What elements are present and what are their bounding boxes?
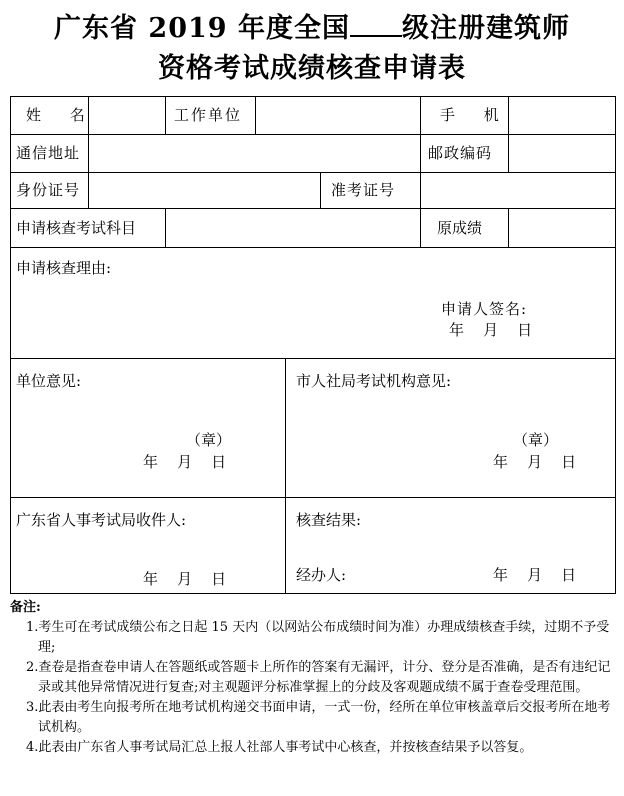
address-field[interactable]: [89, 135, 420, 172]
title-suffix: 级注册建筑师: [401, 13, 570, 44]
work-unit-label: 工作单位: [174, 106, 243, 124]
city-opinion-label: 市人社局考试机构意见:: [296, 372, 452, 390]
page-title-line2: 资格考试成绩核查申请表: [158, 53, 466, 84]
note-item: 3.此表由考生向报考所在地考试机构递交书面申请，一式一份，经所在单位审核盖章后交报考所在地考试机构。: [26, 700, 611, 735]
handler-date: 年 月 日: [493, 566, 577, 584]
postcode-field[interactable]: [509, 135, 615, 172]
table-rule: [10, 497, 616, 498]
original-score-label: 原成绩: [437, 219, 483, 237]
table-rule: [165, 96, 166, 134]
admission-number-field[interactable]: [421, 173, 615, 208]
original-score-field[interactable]: [509, 209, 615, 247]
table-rule: [285, 358, 286, 593]
note-item: 1.考生可在考试成绩公布之日起 15 天内（以网站公布成绩时间为准）办理成绩核查手续，过期不予受理;: [26, 620, 610, 655]
unit-seal: （章）: [186, 431, 232, 449]
reason-label: 申请核查理由:: [16, 259, 112, 277]
table-border-right: [615, 96, 616, 594]
receiver-date: 年 月 日: [143, 570, 227, 588]
postcode-label: 邮政编码: [428, 144, 493, 162]
subject-field[interactable]: [166, 209, 420, 247]
result-label: 核查结果:: [296, 511, 362, 529]
applicant-date: 年 月 日: [449, 321, 533, 339]
reason-field[interactable]: [11, 280, 421, 356]
admission-number-label: 准考证号: [331, 181, 396, 199]
address-label: 通信地址: [16, 144, 81, 162]
city-seal: （章）: [513, 431, 559, 449]
notes-section: [10, 598, 616, 758]
table-border-bottom: [10, 593, 616, 594]
note-item: 4.此表由广东省人事考试局汇总上报人社部人事考试中心核查，并按核查结果予以答复。: [26, 740, 533, 755]
table-rule: [10, 358, 616, 359]
table-rule: [420, 96, 421, 134]
table-rule: [10, 247, 616, 248]
phone-label: 手 机: [440, 106, 511, 124]
id-number-label: 身份证号: [16, 181, 81, 199]
city-date: 年 月 日: [493, 453, 577, 471]
title-prefix: 广东省 2019 年度全国: [54, 13, 350, 44]
table-rule: [420, 134, 421, 172]
notes-heading: 备注:: [10, 600, 41, 615]
grade-blank[interactable]: [350, 13, 402, 37]
id-number-field[interactable]: [89, 173, 320, 208]
receiver-label: 广东省人事考试局收件人:: [16, 511, 187, 529]
name-label: 姓 名: [26, 106, 97, 124]
note-item: 2.查卷是指查卷申请人在答题纸或答题卡上所作的答案有无漏评，计分、登分是否准确，是否有违纪记录或其他异常情况进行复查;对主观题评分标准掌握上的分歧及客观题成绩不属于查卷受理范围。: [26, 660, 611, 695]
table-rule: [420, 208, 421, 247]
unit-date: 年 月 日: [143, 453, 227, 471]
name-field[interactable]: [89, 97, 165, 134]
applicant-sign-label: 申请人签名:: [441, 300, 528, 318]
subject-label: 申请核查考试科目: [16, 219, 137, 237]
page-title-line1: [0, 6, 624, 45]
phone-field[interactable]: [509, 97, 615, 134]
table-rule: [320, 172, 321, 208]
handler-label: 经办人:: [296, 566, 347, 584]
unit-opinion-label: 单位意见:: [16, 372, 82, 390]
work-unit-field[interactable]: [256, 97, 420, 134]
